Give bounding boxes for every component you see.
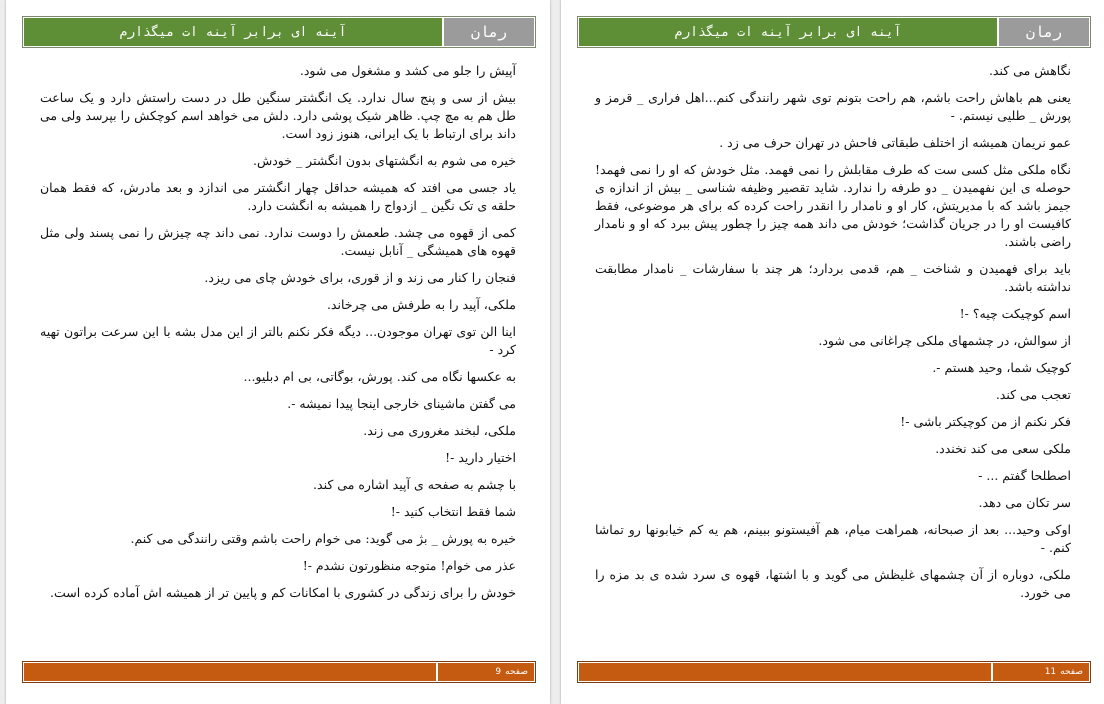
paragraph: اوکی وحید... بعد از صبحانه، همراهت میام، هم آفیستونو ببینم، هم یه کم خیابونها رو تماشا کنم. - xyxy=(595,522,1071,555)
paragraph: ملکی، دوباره از آن چشمهای غلیظش می گوید و با اشتها، قهوه ی سرد شده ی بد مزه را می خورد. xyxy=(595,567,1071,600)
paragraph: اینا الن توی تهران موجودن... دیگه فکر نکنم بالتر از این مدل بشه با این سرعت براتون تهیه کرد - xyxy=(40,324,516,357)
paragraph: ملکی، لبخند مغروری می زند. xyxy=(363,423,516,438)
page-number xyxy=(437,662,535,682)
page-body-text xyxy=(595,62,1071,642)
footer-bar xyxy=(23,662,437,682)
paragraph: اسم کوچیکت چیه؟ -! xyxy=(959,306,1071,321)
page-header xyxy=(577,16,1091,48)
paragraph: نگاهش می کند. xyxy=(988,63,1071,78)
paragraph: خودش را برای زندگی در کشوری با امکانات کم و پایین تر از همیشه اش آماده کرده است. xyxy=(49,585,516,600)
page-footer xyxy=(22,661,536,683)
header-section-label: رمان xyxy=(998,17,1090,47)
paragraph: عمو نریمان همیشه از اختلف طبقاتی فاحش در تهران حرف می زد . xyxy=(719,135,1071,150)
footer-bar xyxy=(578,662,992,682)
paragraph: اصطلحا گفتم ... - xyxy=(978,468,1071,483)
page-number-label: صفحه xyxy=(505,667,528,677)
paragraph: کمی از قهوه می چشد. طعمش را دوست ندارد. نمی داند چه چیزش را نمی پسند ولی مثل قهوه های همیشگی _ آنابل نیست. xyxy=(40,225,516,258)
page-number-value: 11 xyxy=(1044,667,1057,677)
paragraph: خیره به پورش _ بژ می گوید: می خوام راحت باشم وقتی رانندگی می کنم. xyxy=(130,531,516,546)
document-page-left xyxy=(6,0,550,704)
paragraph: نگاه ملکی مثل کسی ست که طرف مقابلش را نمی فهمد. مثل خودش که او را نمی فهمد! حوصله ی این نفهمیدن _ دو طرفه را ندارد. شاید تقصیر وظیفه شناسی _ بیش از اندازه ی جیمز باشد که با مدیریتش، کار او و نامدار را انقدر راحت کرده که برای هر موضوعی، فقط کافیست او را در جریان گذاشت؛ خودش می داند همه چیز را چطور پیش ببرد که او و نامدار راضی باشند. xyxy=(595,162,1071,249)
page-footer xyxy=(577,661,1091,683)
page-number-label: صفحه xyxy=(1060,667,1083,677)
paragraph: بیش از سی و پنج سال ندارد. یک انگشتر سنگین طل در دست راستش دارد و یک ساعت طل هم به مچ چپ. ظاهر شیک پوشی دارد. دلش می خواهد اسم کوچکش را بپرسد ولی می داند برای ارتباط با یک ایرانی، هنوز زود است. xyxy=(40,90,516,141)
header-title: آینه ای برابر آینه ات میگذارم xyxy=(23,17,443,47)
page-body-text xyxy=(40,62,516,642)
paragraph: عذر می خوام! متوجه منظورتون نشدم -! xyxy=(302,558,516,573)
header-section-label: رمان xyxy=(443,17,535,47)
page-number-value: 9 xyxy=(495,667,502,677)
paragraph: تعجب می کند. xyxy=(995,387,1071,402)
paragraph: به عکسها نگاه می کند. پورش، بوگاتی، بی ام دبلیو... xyxy=(243,369,516,384)
paragraph: سر تکان می دهد. xyxy=(978,495,1071,510)
paragraph: با چشم به صفحه ی آپید اشاره می کند. xyxy=(313,477,516,492)
page-number xyxy=(992,662,1090,682)
paragraph: اختیار دارید -! xyxy=(445,450,516,465)
paragraph: یاد جسی می افتد که همیشه حداقل چهار انگشتر می اندازد و بعد مادرش، که فقط همان حلقه ی تک نگین _ ازدواج را همیشه به انگشت دارد. xyxy=(40,180,516,213)
document-page-right xyxy=(561,0,1104,704)
paragraph: می گفتن ماشینای خارجی اینجا پیدا نمیشه -. xyxy=(287,396,516,411)
paragraph: آپیش را جلو می کشد و مشغول می شود. xyxy=(299,63,516,78)
paragraph: از سوالش، در چشمهای ملکی چراغانی می شود. xyxy=(818,333,1071,348)
paragraph: خیره می شوم به انگشتهای بدون انگشتر _ خودش. xyxy=(253,153,516,168)
paragraph: فنجان را کنار می زند و از قوری، برای خودش چای می ریزد. xyxy=(204,270,516,285)
paragraph: یعنی هم باهاش راحت باشم، هم راحت بتونم توی شهر رانندگی کنم...اهل فراری _ قرمز و پورش _ طلیی نیستم. - xyxy=(595,90,1071,123)
paragraph: کوچیک شما، وحید هستم -. xyxy=(932,360,1071,375)
paragraph: باید برای فهمیدن و شناخت _ هم، قدمی بردارد؛ هر چند با سفارشات _ نامدار مطابقت نداشته باشد. xyxy=(595,261,1071,294)
page-header xyxy=(22,16,536,48)
paragraph: ملکی، آپید را به طرفش می چرخاند. xyxy=(326,297,516,312)
paragraph: فکر نکنم از من کوچیکتر باشی -! xyxy=(900,414,1071,429)
paragraph: شما فقط انتخاب کنید -! xyxy=(390,504,516,519)
paragraph: ملکی سعی می کند نخندد. xyxy=(935,441,1071,456)
header-title: آینه ای برابر آینه ات میگذارم xyxy=(578,17,998,47)
